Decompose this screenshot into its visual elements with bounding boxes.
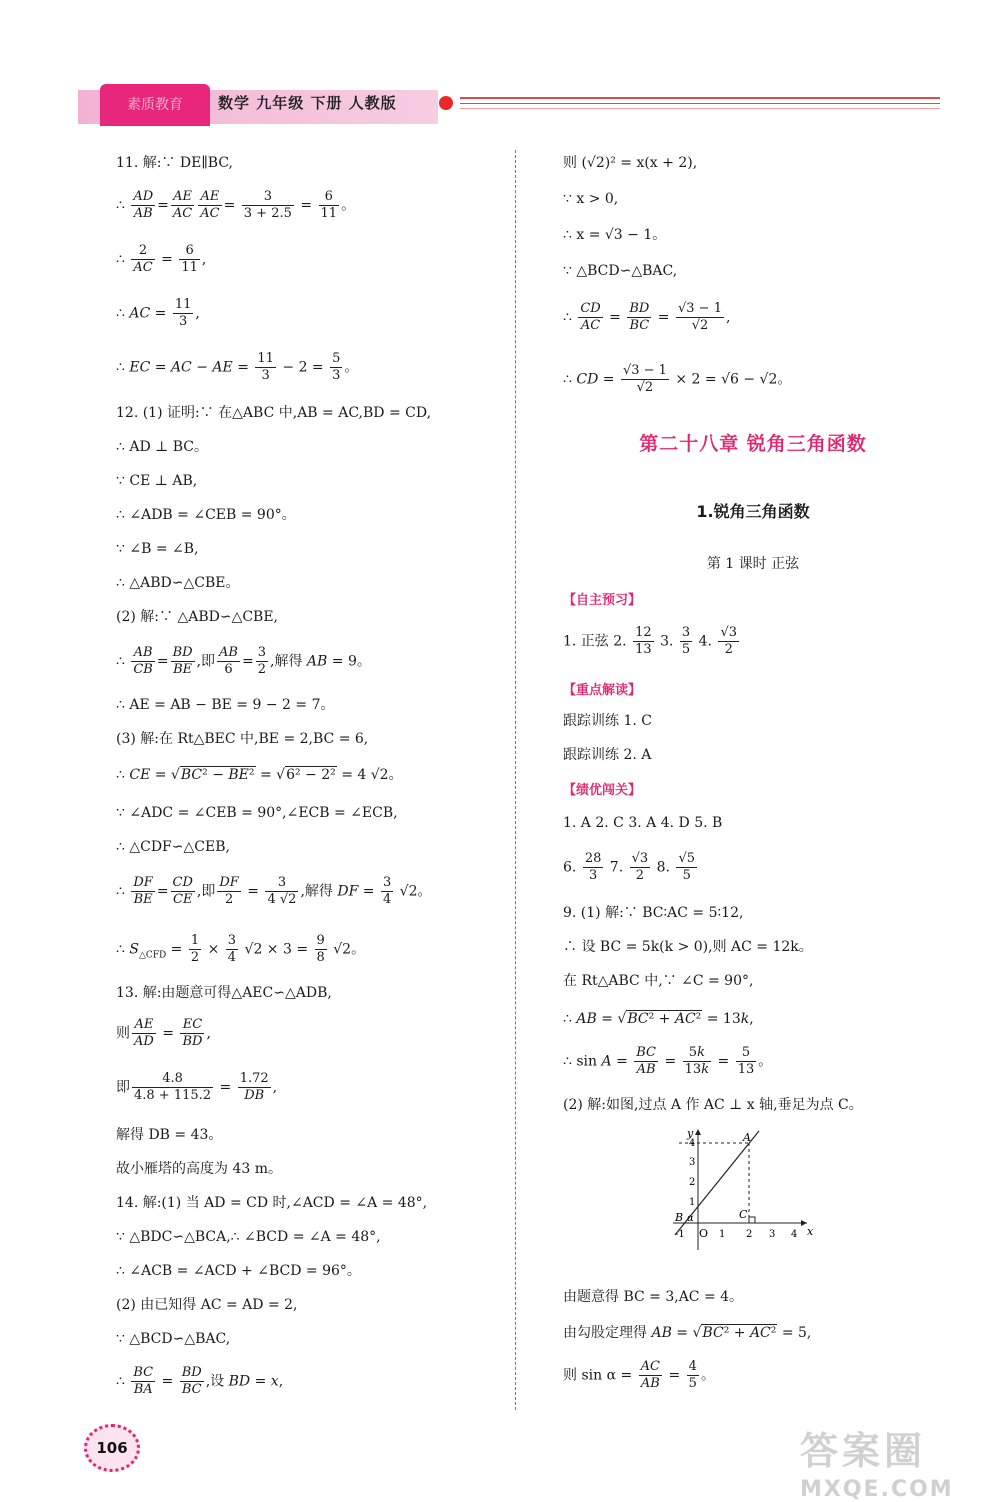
text-line: (2) 由已知得 AC = AD = 2, — [116, 1297, 298, 1313]
chapter-title: 第二十八章 锐角三角函数 — [639, 433, 867, 455]
text-line: ∵ △BDC∽△BCA,∴ ∠BCD = ∠A = 48°, — [116, 1229, 381, 1245]
text-line: 则 (√2)² = x(x + 2), — [563, 155, 698, 171]
text-line: 1. 正弦 2. $\frac{12}{13}$ 3. $\frac{3}{5}$ 4. $\frac{√3}{2}$ — [563, 625, 737, 657]
text-line: ∵ △BCD∽△BAC, — [563, 263, 678, 279]
text-line: 1. A 2. C 3. A 4. D 5. B — [563, 815, 723, 831]
x-tick: -1 — [675, 1229, 685, 1240]
text-line: ∵ ∠B = ∠B, — [116, 541, 199, 557]
text-line: 11. 解:∵ DE∥BC, — [116, 155, 234, 171]
text-line: ∵ ∠ADC = ∠CEB = 90°,∠ECB = ∠ECB, — [116, 805, 398, 821]
text-line: 由题意得 BC = 3,AC = 4。 — [563, 1289, 744, 1305]
x-tick: 2 — [746, 1229, 753, 1240]
text-line: 跟踪训练 1. C — [563, 713, 652, 729]
text-line: 由勾股定理得 AB = √BC² + AC² = 5, — [563, 1325, 812, 1341]
y-label: y — [687, 1127, 694, 1140]
right-angle-mark — [749, 1217, 755, 1223]
angle-label: α — [687, 1213, 694, 1224]
text-line: ∴ $\frac{AB}{CB}$ = $\frac{BD}{BE}$ ,即 $\frac{AB}{6}$ = $\frac{3}{2}$ ,解得 AB = 9。 — [116, 645, 371, 677]
text-line: ∵ △BCD∽△BAC, — [116, 1331, 231, 1347]
tag-key-points: 【重点解读】 — [563, 683, 642, 698]
header-tab: 素质教育 — [100, 84, 210, 126]
text-line: 解得 DB = 43。 — [116, 1127, 223, 1143]
text-line: ∴ $\frac{2}{AC}$ = $\frac{6}{11}$ , — [116, 243, 207, 275]
watermark-url: MXQE.COM — [800, 1477, 954, 1502]
text-line: (2) 解:如图,过点 A 作 AC ⊥ x 轴,垂足为点 C。 — [563, 1097, 863, 1113]
x-label: x — [807, 1225, 813, 1238]
text-line: ∴ CD = $\frac{√3 - 1}{√2}$ × 2 = √6 − √2。 — [563, 363, 792, 395]
header-dot-icon — [439, 96, 453, 110]
text-line: 即 $\frac{4.8}{4.8 + 115.2}$ = $\frac{1.72}{DB}$ , — [116, 1071, 278, 1103]
text-line: ∴ $S_{\triangle CFD}$ = $\frac{1}{2}$ × $\frac{3}{4}$ √2 × 3 = $\frac{9}{8}$ √2。 — [116, 933, 366, 965]
point-b-label: B — [675, 1211, 684, 1224]
watermark-logo: 答案圈 — [800, 1429, 927, 1473]
text-line: 9. (1) 解:∵ BC∶AC = 5∶12, — [563, 905, 744, 921]
text-line: 则 $\frac{AE}{AD}$ = $\frac{EC}{BD}$ , — [116, 1017, 211, 1049]
text-line: ∴ AD ⊥ BC。 — [116, 439, 209, 455]
text-line: ∵ x > 0, — [563, 191, 619, 207]
text-line: ∴ ∠ADB = ∠CEB = 90°。 — [116, 507, 296, 523]
text-line: 6. $\frac{28}{3}$ 7. $\frac{√3}{2}$ 8. $\frac{√5}{5}$ — [563, 851, 696, 883]
tag-practice: 【绩优闯关】 — [563, 783, 642, 798]
x-tick: 3 — [769, 1229, 776, 1240]
lesson-title: 第 1 课时 正弦 — [706, 556, 800, 572]
y-tick: 3 — [689, 1157, 696, 1168]
text-line: 12. (1) 证明:∵ 在△ABC 中,AB = AC,BD = CD, — [116, 405, 432, 421]
text-line: (2) 解:∵ △ABD∽△CBE, — [116, 609, 279, 625]
header-rule — [460, 108, 940, 109]
text-line: 跟踪训练 2. A — [563, 747, 652, 763]
y-tick: 2 — [689, 1177, 696, 1188]
text-line: ∴ sin A = $\frac{BC}{AB}$ = $\frac{5k}{13k}$ = $\frac{5}{13}$ 。 — [563, 1045, 773, 1077]
text-line: ∴ $\frac{BC}{BA}$ = $\frac{BD}{BC}$ ,设 BD = x, — [116, 1365, 284, 1397]
header-rule — [460, 97, 940, 99]
text-line: ∵ CE ⊥ AB, — [116, 473, 198, 489]
text-line: 则 sin α = $\frac{AC}{AB}$ = $\frac{4}{5}$ 。 — [563, 1359, 715, 1391]
text-line: ∴ 设 BC = 5k(k > 0),则 AC = 12k。 — [563, 939, 813, 955]
header-title: 数学 九年级 下册 人教版 — [218, 94, 397, 112]
text-line: ∴ △ABD∽△CBE。 — [116, 575, 240, 591]
text-line: ∴ ∠ACB = ∠ACD + ∠BCD = 96°。 — [116, 1263, 361, 1279]
text-line: ∴ EC = AC − AE = $\frac{11}{3}$ − 2 = $\frac{5}{3}$ 。 — [116, 351, 359, 383]
y-axis-arrow-icon — [695, 1129, 701, 1135]
origin-label: O — [699, 1227, 709, 1240]
page-header — [0, 0, 1000, 140]
tag-self-study: 【自主预习】 — [563, 593, 642, 608]
y-tick: 1 — [689, 1197, 696, 1208]
text-line: ∴ AB = √BC² + AC² = 13k, — [563, 1011, 754, 1027]
text-line: ∴ $\frac{CD}{AC}$ = $\frac{BD}{BC}$ = $\frac{√3 - 1}{√2}$ , — [563, 301, 731, 333]
coordinate-graph — [673, 1125, 813, 1255]
point-c-label: C — [739, 1208, 748, 1221]
text-line: ∴ △CDF∽△CEB, — [116, 839, 230, 855]
text-line: ∴ x = √3 − 1。 — [563, 227, 667, 243]
text-line: 14. 解:(1) 当 AD = CD 时,∠ACD = ∠A = 48°, — [116, 1195, 428, 1211]
y-tick: 4 — [689, 1138, 696, 1149]
section-title: 1.锐角三角函数 — [696, 502, 810, 521]
point-a-label: A — [743, 1131, 751, 1144]
text-line: ∴ AE = AB − BE = 9 − 2 = 7。 — [116, 697, 335, 713]
x-tick: 1 — [719, 1229, 726, 1240]
text-line: ∴ CE = √BC² − BE² = √6² − 2² = 4 √2。 — [116, 767, 403, 783]
page-number: 106 — [84, 1424, 140, 1472]
text-line: (3) 解:在 Rt△BEC 中,BE = 2,BC = 6, — [116, 731, 369, 747]
text-line: 故小雁塔的高度为 43 m。 — [116, 1161, 282, 1177]
text-line: ∴ AC = $\frac{11}{3}$ , — [116, 297, 200, 329]
header-rule — [460, 103, 940, 104]
text-line: 在 Rt△ABC 中,∵ ∠C = 90°, — [563, 973, 754, 989]
text-line: ∴ $\frac{AD}{AB}$ = $\frac{AE}{AC}$ $\frac{AE}{AC}$ = $\frac{3}{3 + 2.5}$ = $\frac{6}{11}$ 。 — [116, 189, 356, 221]
text-line: ∴ $\frac{DF}{BE}$ = $\frac{CD}{CE}$ ,即 $\frac{DF}{2}$ = $\frac{3}{4 √2}$ ,解得 DF = $\frac{3}{4}$ √2。 — [116, 875, 432, 907]
column-divider — [515, 150, 516, 1410]
text-line: 13. 解:由题意可得△AEC∽△ADB, — [116, 985, 332, 1001]
x-tick: 4 — [791, 1229, 798, 1240]
